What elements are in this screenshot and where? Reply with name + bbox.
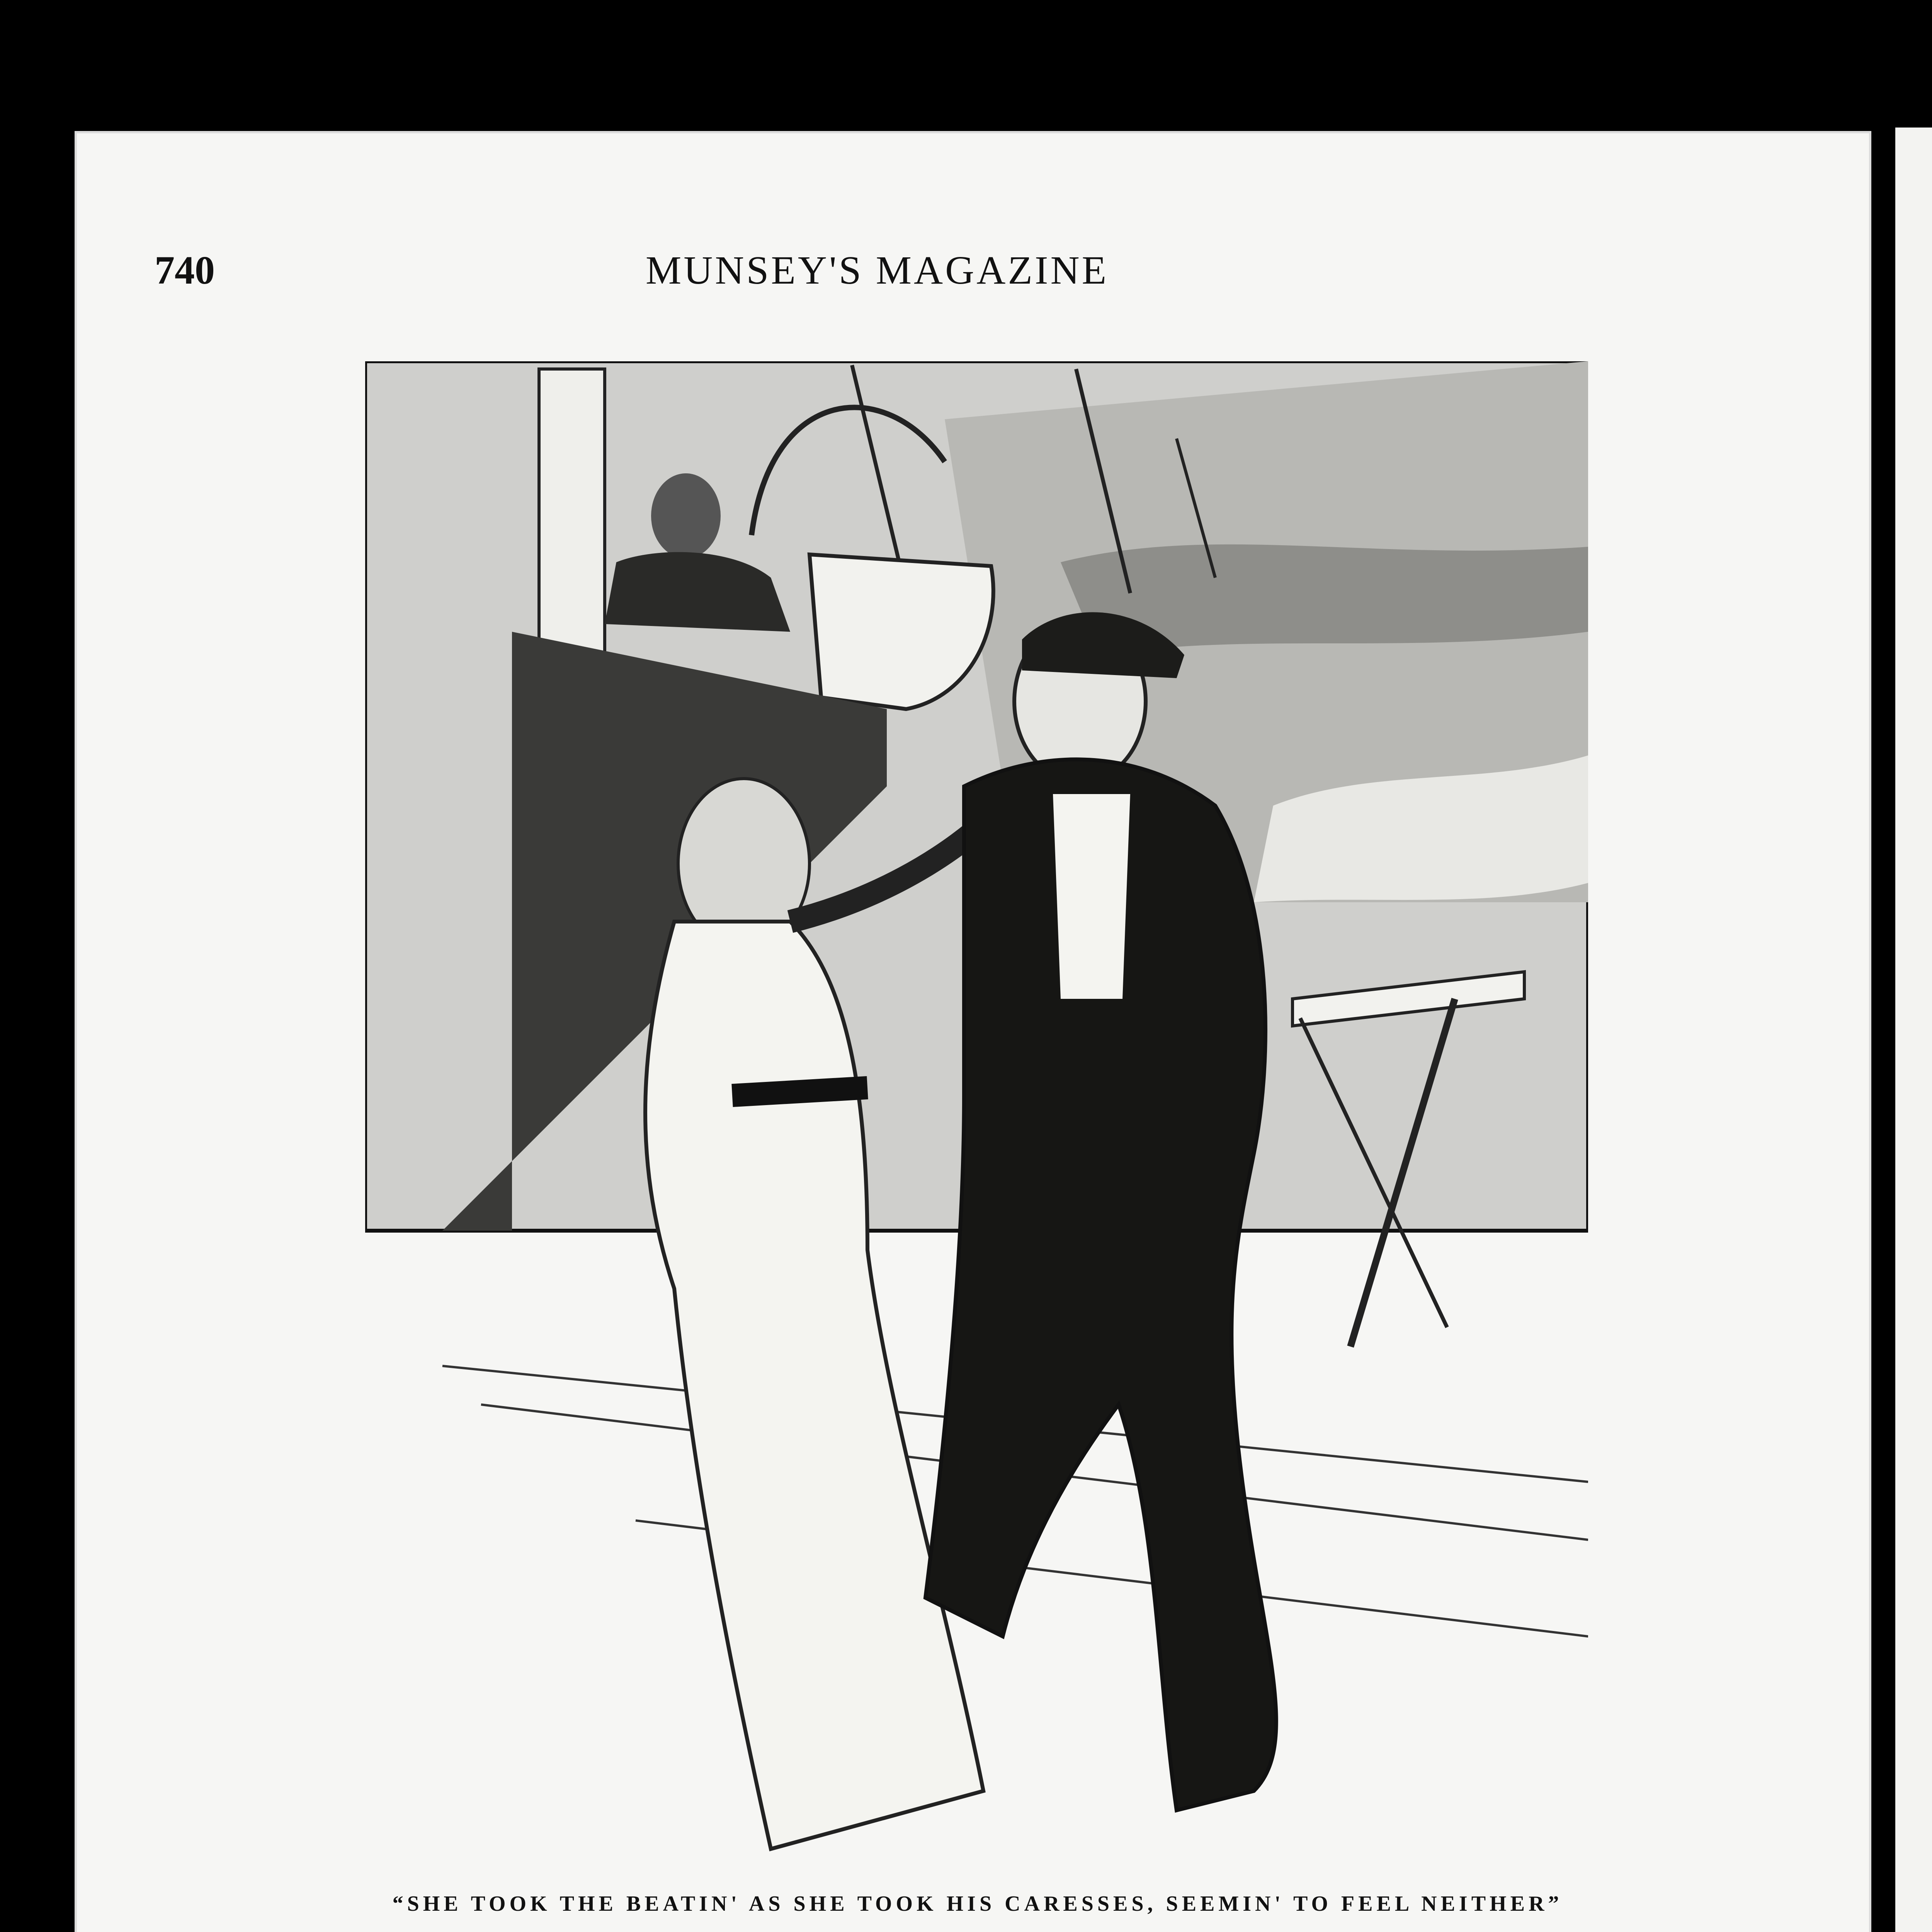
illustration-caption: “SHE TOOK THE BEATIN' AS SHE TOOK HIS CARESSES, SEEMIN' TO FEEL NEITHER” (392, 1892, 1563, 1916)
adjacent-page-edge (1895, 128, 1932, 1932)
ship-deck-illustration (365, 361, 1588, 1876)
running-head: MUNSEY'S MAGAZINE (645, 248, 1109, 293)
page-header (155, 247, 1600, 301)
page-number: 740 (155, 248, 215, 293)
